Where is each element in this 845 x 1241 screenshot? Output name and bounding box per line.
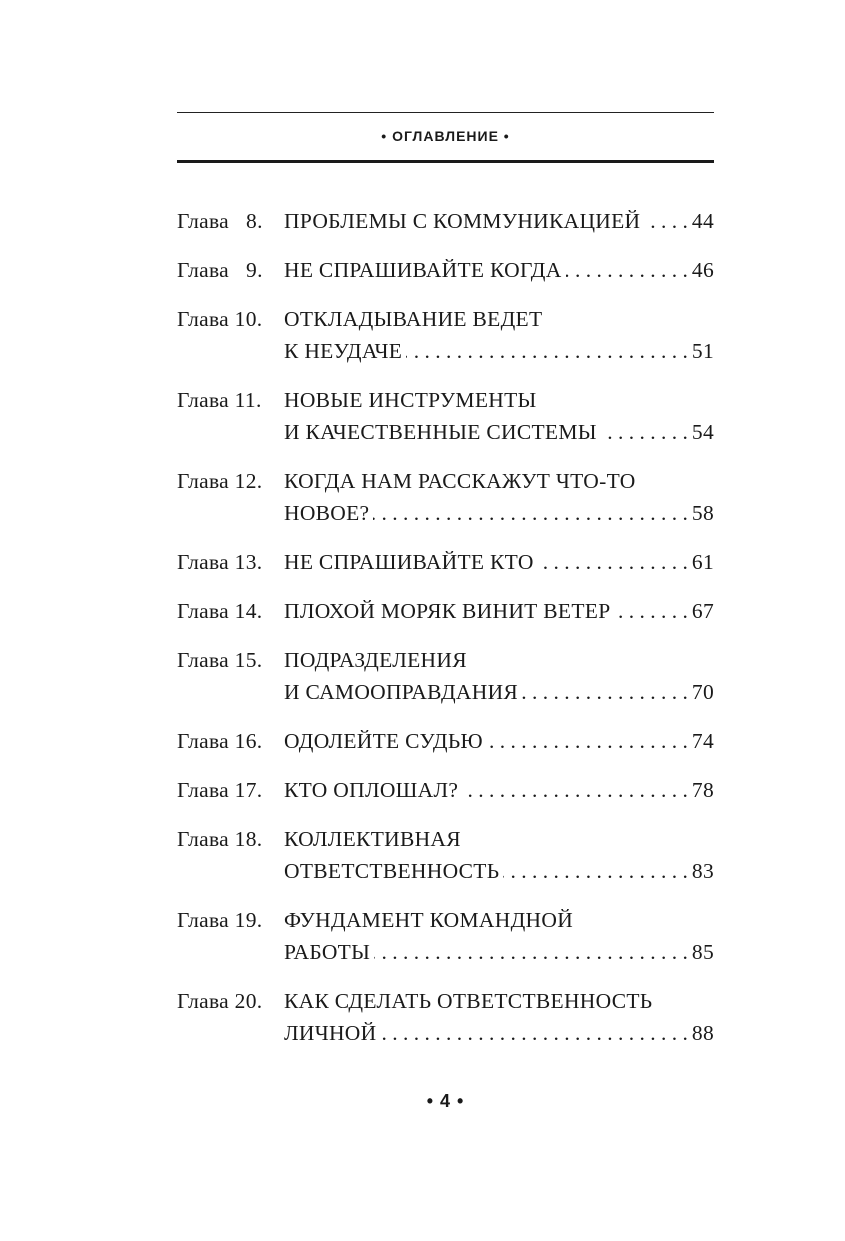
- chapter-page-number: 67: [691, 599, 714, 623]
- toc-entry: [177, 303, 714, 367]
- dot-leader: [406, 335, 688, 367]
- dot-leader: [644, 205, 688, 237]
- header-bottom-rule: [177, 160, 714, 163]
- chapter-label: Глава 16.: [177, 729, 263, 753]
- chapter-page-number: 78: [691, 778, 714, 802]
- toc-entry: [177, 595, 714, 627]
- chapter-title-last-line: [284, 254, 714, 286]
- toc-entry: [177, 725, 714, 757]
- chapter-title-block: [284, 205, 714, 237]
- chapter-title-last-line: [284, 936, 714, 968]
- toc-entry: [177, 904, 714, 968]
- dot-leader: [614, 595, 687, 627]
- chapter-label: Глава 8.: [177, 209, 263, 233]
- chapter-title: ОТВЕТСТВЕННОСТЬ: [284, 859, 500, 883]
- chapter-title-line: ФУНДАМЕНТ КОМАНДНОЙ: [284, 908, 574, 932]
- chapter-title-line: НОВЫЕ ИНСТРУМЕНТЫ: [284, 388, 537, 412]
- toc-entry: [177, 644, 714, 708]
- chapter-title-block: [284, 595, 714, 627]
- chapter-title-last-line: [284, 855, 714, 887]
- dot-leader: [522, 676, 688, 708]
- chapter-title-block: [284, 254, 714, 286]
- chapter-title: НЕ СПРАШИВАЙТЕ КОГДА: [284, 258, 562, 282]
- chapter-title-line: КОГДА НАМ РАССКАЖУТ ЧТО-ТО: [284, 469, 636, 493]
- chapter-title: И САМООПРАВДАНИЯ: [284, 680, 519, 704]
- chapter-page-number: 88: [691, 1021, 714, 1045]
- chapter-title-last-line: [284, 774, 714, 806]
- table-of-contents: [177, 205, 714, 1049]
- toc-entry: [177, 774, 714, 806]
- chapter-title-block: [284, 644, 714, 708]
- chapter-label: Глава 14.: [177, 599, 263, 623]
- chapter-page-number: 44: [691, 209, 714, 233]
- toc-entry: [177, 254, 714, 286]
- chapter-page-number: 74: [691, 729, 714, 753]
- chapter-title: ПЛОХОЙ МОРЯК ВИНИТ ВЕТЕР: [284, 599, 611, 623]
- chapter-label: Глава 20.: [177, 989, 263, 1013]
- chapter-label: Глава 10.: [177, 307, 263, 331]
- toc-entry: [177, 205, 714, 237]
- chapter-title-last-line: [284, 335, 714, 367]
- chapter-title-block: [284, 303, 714, 367]
- chapter-label: Глава 19.: [177, 908, 263, 932]
- chapter-title-block: [284, 774, 714, 806]
- chapter-title-block: [284, 985, 714, 1049]
- dot-leader: [380, 1017, 687, 1049]
- chapter-label: Глава 12.: [177, 469, 263, 493]
- chapter-title-line: КАК СДЕЛАТЬ ОТВЕТСТВЕННОСТЬ: [284, 989, 653, 1013]
- chapter-title-last-line: [284, 676, 714, 708]
- chapter-title-last-line: [284, 497, 714, 529]
- dot-leader: [566, 254, 688, 286]
- chapter-label: Глава 11.: [177, 388, 262, 412]
- toc-entry: [177, 823, 714, 887]
- chapter-title: И КАЧЕСТВЕННЫЕ СИСТЕМЫ: [284, 420, 597, 444]
- toc-entry: [177, 384, 714, 448]
- chapter-title: НОВОЕ?: [284, 501, 370, 525]
- chapter-title: К НЕУДАЧЕ: [284, 339, 403, 363]
- chapter-title-line: КОЛЛЕКТИВНАЯ: [284, 827, 461, 851]
- page-number: • 4 •: [426, 1091, 465, 1111]
- dot-leader: [503, 855, 688, 887]
- chapter-title-last-line: [284, 1017, 714, 1049]
- chapter-label: Глава 15.: [177, 648, 263, 672]
- chapter-title-last-line: [284, 205, 714, 237]
- chapter-label: Глава 17.: [177, 778, 263, 802]
- chapter-title-block: [284, 904, 714, 968]
- chapter-title-block: [284, 725, 714, 757]
- chapter-page-number: 51: [691, 339, 714, 363]
- chapter-title-line: ОТКЛАДЫВАНИЕ ВЕДЕТ: [284, 307, 543, 331]
- chapter-page-number: 58: [691, 501, 714, 525]
- dot-leader: [601, 416, 688, 448]
- chapter-title: ОДОЛЕЙТЕ СУДЬЮ: [284, 729, 483, 753]
- chapter-page-number: 83: [691, 859, 714, 883]
- chapter-title-block: [284, 823, 714, 887]
- dot-leader: [374, 936, 688, 968]
- chapter-title: ПРОБЛЕМЫ С КОММУНИКАЦИЕЙ: [284, 209, 641, 233]
- toc-entry: [177, 546, 714, 578]
- chapter-title: РАБОТЫ: [284, 940, 371, 964]
- dot-leader: [538, 546, 688, 578]
- chapter-page-number: 61: [691, 550, 714, 574]
- dot-leader: [373, 497, 687, 529]
- chapter-title-block: [284, 384, 714, 448]
- chapter-title-last-line: [284, 595, 714, 627]
- chapter-label: Глава 9.: [177, 258, 263, 282]
- chapter-title-last-line: [284, 546, 714, 578]
- chapter-title: НЕ СПРАШИВАЙТЕ КТО: [284, 550, 534, 574]
- dot-leader: [462, 774, 688, 806]
- chapter-title-line: ПОДРАЗДЕЛЕНИЯ: [284, 648, 467, 672]
- toc-entry: [177, 465, 714, 529]
- chapter-page-number: 46: [691, 258, 714, 282]
- chapter-title-block: [284, 465, 714, 529]
- chapter-page-number: 54: [691, 420, 714, 444]
- chapter-title-last-line: [284, 725, 714, 757]
- header-top-rule: [177, 112, 714, 113]
- chapter-title-block: [284, 546, 714, 578]
- chapter-label: Глава 13.: [177, 550, 263, 574]
- chapter-page-number: 70: [691, 680, 714, 704]
- running-header: • ОГЛАВЛЕНИЕ •: [381, 128, 510, 144]
- dot-leader: [487, 725, 688, 757]
- chapter-page-number: 85: [691, 940, 714, 964]
- chapter-title-last-line: [284, 416, 714, 448]
- chapter-title: КТО ОПЛОШАЛ?: [284, 778, 459, 802]
- toc-entry: [177, 985, 714, 1049]
- chapter-title: ЛИЧНОЙ: [284, 1021, 377, 1045]
- chapter-label: Глава 18.: [177, 827, 263, 851]
